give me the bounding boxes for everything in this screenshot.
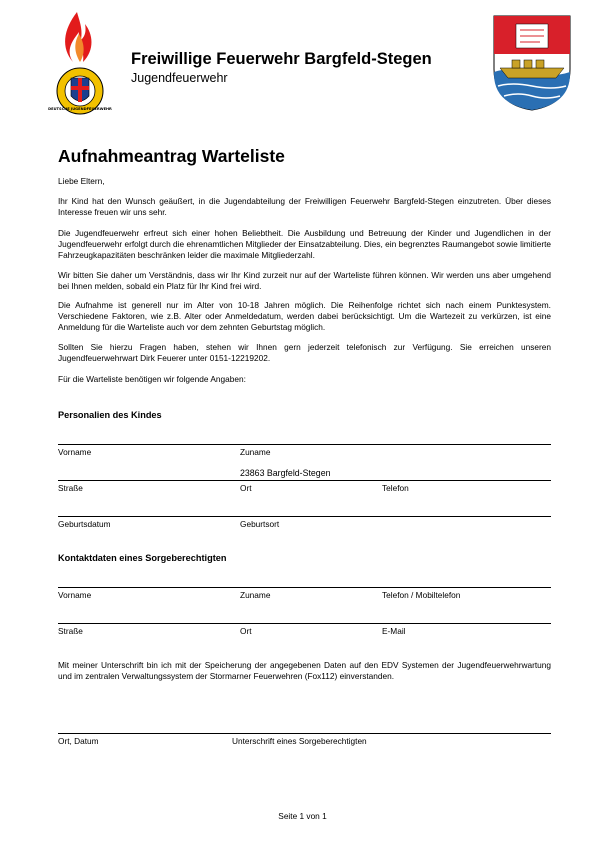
- label-guardian-ort: Ort: [240, 626, 252, 636]
- greeting: Liebe Eltern,: [58, 176, 105, 186]
- label-guardian-zuname: Zuname: [240, 590, 271, 600]
- bargfeld-stegen-coat-of-arms-icon: [492, 14, 572, 112]
- document-title: Aufnahmeantrag Warteliste: [58, 146, 285, 166]
- paragraph-1: Ihr Kind hat den Wunsch geäußert, in die Jugendabteilung der Freiwilligen Feuerwehr Bargfeld-Stegen einzutreten. Über dieses Interesse freuen wir uns sehr.: [58, 196, 551, 217]
- page-footer: Seite 1 von 1: [278, 811, 327, 821]
- field-line-child-address[interactable]: [58, 480, 551, 481]
- label-ort-datum: Ort, Datum: [58, 736, 99, 746]
- label-guardian-vorname: Vorname: [58, 590, 92, 600]
- label-unterschrift: Unterschrift eines Sorgeberechtigten: [232, 736, 367, 746]
- label-child-telefon: Telefon: [382, 483, 409, 493]
- label-child-strasse: Straße: [58, 483, 83, 493]
- signature-line[interactable]: [58, 733, 551, 734]
- svg-text:DEUTSCHE JUGENDFEUERWEHR: DEUTSCHE JUGENDFEUERWEHR: [48, 107, 112, 111]
- field-line-guardian-name[interactable]: [58, 587, 551, 588]
- label-child-geburtsort: Geburtsort: [240, 519, 280, 529]
- intro-fields: Für die Warteliste benötigen wir folgende Angaben:: [58, 374, 246, 384]
- organization-title: Freiwillige Feuerwehr Bargfeld-Stegen: [131, 50, 432, 68]
- field-line-child-birth[interactable]: [58, 516, 551, 517]
- label-child-ort: Ort: [240, 483, 252, 493]
- paragraph-4: Die Aufnahme ist generell nur im Alter von 10-18 Jahren möglich. Die Reihenfolge richtet sich nach einem Punktesystem. Verschiedene Faktoren, wie z.B. Alter oder Anmeldedatum, werden dabei berücksichtigt. Um die Wartezeit zu verkürzen, ist eine Anmeldung für die Warteliste auch vor dem zehnten Geburtstag möglich.: [58, 300, 551, 332]
- label-child-vorname: Vorname: [58, 447, 92, 457]
- label-child-zuname: Zuname: [240, 447, 271, 457]
- section-title-child: Personalien des Kindes: [58, 410, 162, 420]
- paragraph-5: Sollten Sie hierzu Fragen haben, stehen wir Ihnen gern jederzeit telefonisch zur Verfügung. Sie erreichen unseren Jugendfeuerwehrwart Dirk Feuerer unter 0151-12219202.: [58, 342, 551, 363]
- label-child-geburtsdatum: Geburtsdatum: [58, 519, 111, 529]
- organization-subtitle: Jugendfeuerwehr: [131, 71, 228, 85]
- label-guardian-telefon: Telefon / Mobiltelefon: [382, 590, 461, 600]
- field-line-guardian-address[interactable]: [58, 623, 551, 624]
- paragraph-3: Wir bitten Sie daher um Verständnis, dass wir Ihr Kind zurzeit nur auf der Warteliste führen können. Wir werden uns aber umgehend bei Ihnen melden, sobald ein Platz für Ihr Kind frei wird.: [58, 270, 551, 291]
- field-line-child-name[interactable]: [58, 444, 551, 445]
- label-guardian-email: E-Mail: [382, 626, 406, 636]
- consent-text: Mit meiner Unterschrift bin ich mit der Speicherung der angegebenen Daten auf den EDV Systemen der Jugendfeuerwehrwartung und im zentralen Verwaltungssystem der Stormarner Feuerwehren (Fox112) einverstanden.: [58, 660, 551, 681]
- section-title-guardian: Kontaktdaten eines Sorgeberechtigten: [58, 553, 227, 563]
- jugendfeuerwehr-flame-emblem-icon: [48, 10, 112, 120]
- paragraph-2: Die Jugendfeuerwehr erfreut sich einer hohen Beliebtheit. Die Ausbildung und Betreuung der Kinder und Jugendlichen in der Jugendfeuerwehr erfolgt durch die ehrenamtlichen Mitglieder der Einsatzabteilung. Dies, ein begrenztes Raumangebot sowie limitierte Fahrzeugkapazitäten beschränken leider die maximale Mitgliederzahl.: [58, 228, 551, 260]
- value-child-ort[interactable]: 23863 Bargfeld-Stegen: [240, 468, 331, 478]
- label-guardian-strasse: Straße: [58, 626, 83, 636]
